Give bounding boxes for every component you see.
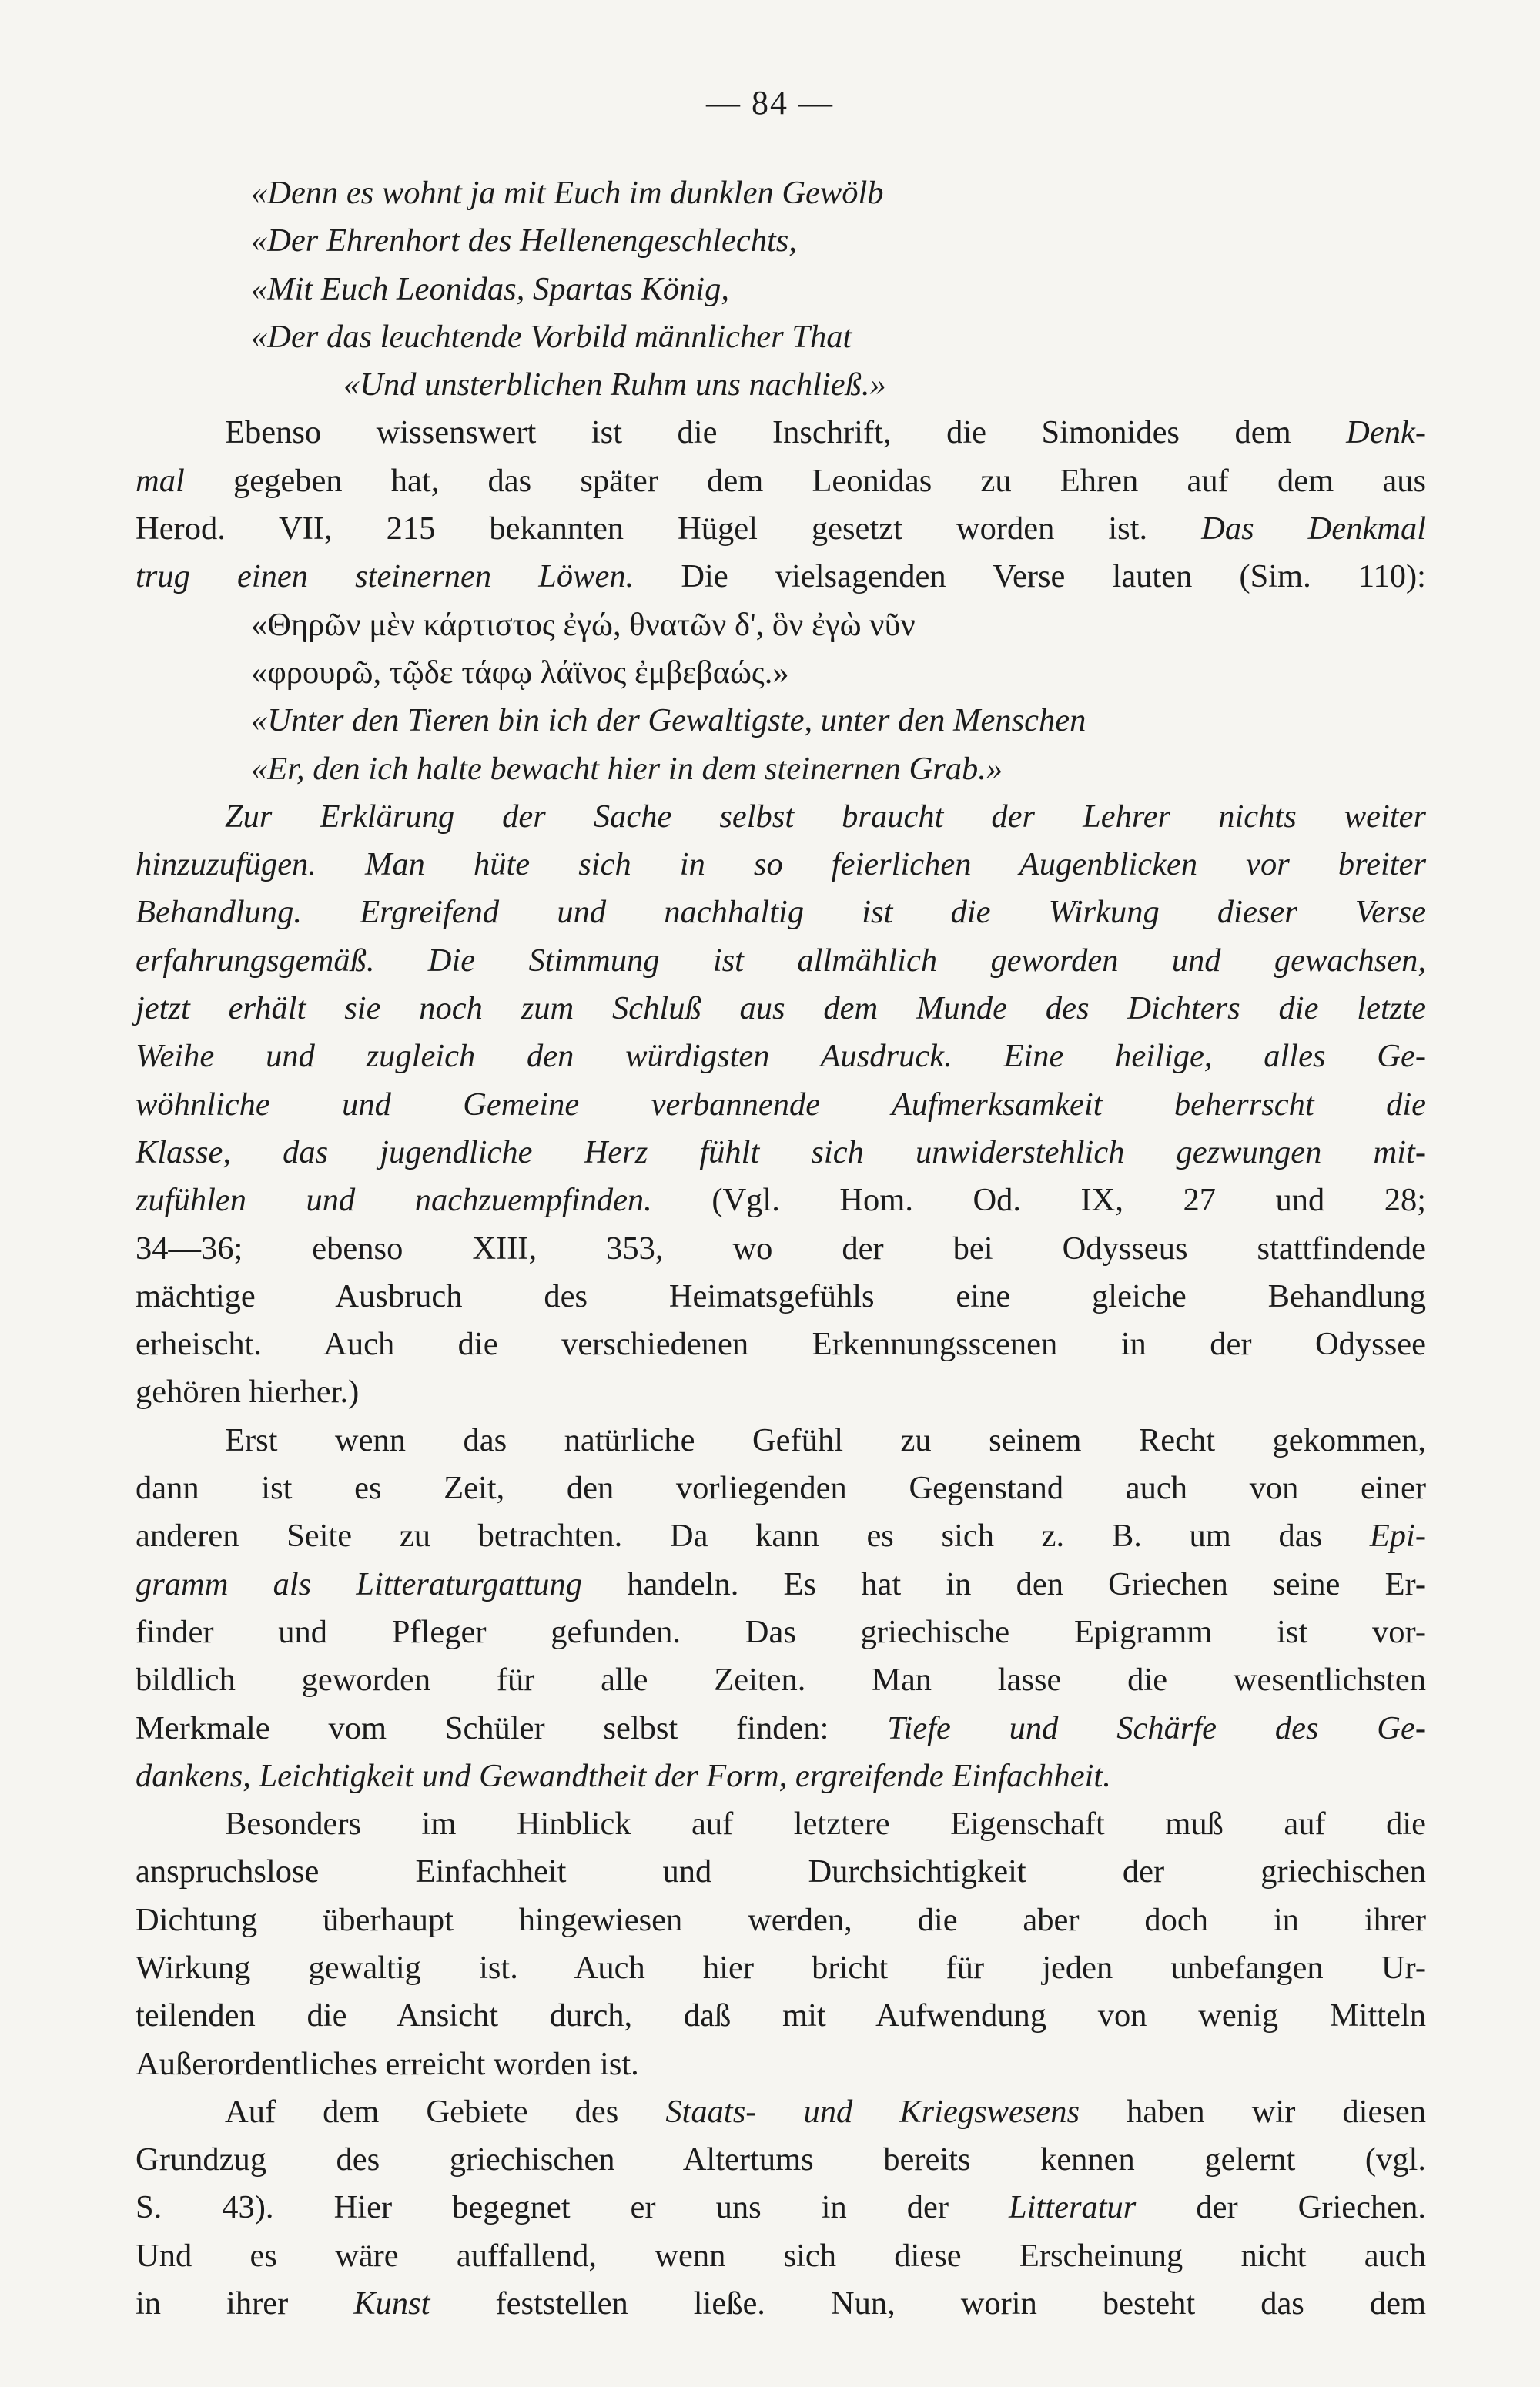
- text-line: Und es wäre auffallend, wenn sich diese Erscheinung nicht auch: [136, 2237, 1426, 2274]
- text-line: dann ist es Zeit, den vorliegenden Gegenstand auch von einer: [136, 1470, 1426, 1507]
- text-line: Behandlung. Ergreifend und nachhaltig ist die Wirkung dieser Verse: [136, 894, 1426, 931]
- text-line: Zur Erklärung der Sache selbst braucht der Lehrer nichts weiter: [225, 798, 1426, 835]
- text-line: Außerordentliches erreicht worden ist.: [136, 2045, 639, 2082]
- verse-line: «Er, den ich halte bewacht hier in dem steinernen Grab.»: [251, 750, 1003, 787]
- text-line: Auf dem Gebiete des Staats- und Kriegswesens haben wir diesen: [225, 2093, 1426, 2130]
- text-line: wöhnliche und Gemeine verbannende Aufmerksamkeit beherrscht die: [136, 1086, 1426, 1123]
- verse-line: «Und unsterblichen Ruhm uns nachließ.»: [343, 367, 886, 403]
- text-line: in ihrer Kunst feststellen ließe. Nun, worin besteht das dem: [136, 2285, 1426, 2322]
- text-line: erheischt. Auch die verschiedenen Erkennungsscenen in der Odyssee: [136, 1326, 1426, 1363]
- paragraph-simplicity: [136, 1800, 1426, 2088]
- paragraph-epigram: [136, 1417, 1426, 1800]
- paragraph-inscription: [136, 409, 1426, 601]
- verse-line: «Der Ehrenhort des Hellenengeschlechts,: [251, 223, 797, 259]
- text-line: erfahrungsgemäß. Die Stimmung ist allmählich geworden und gewachsen,: [136, 942, 1426, 979]
- text-line: anderen Seite zu betrachten. Da kann es sich z. B. um das Epi-: [136, 1518, 1427, 1555]
- text-line: finder und Pfleger gefunden. Das griechische Epigramm ist vor-: [136, 1613, 1426, 1650]
- verse-line: «Unter den Tieren bin ich der Gewaltigste, unter den Menschen: [251, 702, 1086, 739]
- page-number: — 84 —: [706, 84, 834, 122]
- text-line: Weihe und zugleich den würdigsten Ausdruck. Eine heilige, alles Ge-: [136, 1038, 1426, 1075]
- text-line: zufühlen und nachzuempfinden. (Vgl. Hom. Od. IX, 27 und 28;: [136, 1182, 1426, 1219]
- verse-line: «Θηρῶν μὲν κάρτιστος ἐγώ, θνατῶν δ', ὃν ἐγὼ νῦν: [251, 606, 916, 643]
- text-line: anspruchslose Einfachheit und Durchsichtigkeit der griechischen: [136, 1853, 1426, 1890]
- text-line: Wirkung gewaltig ist. Auch hier bricht für jeden unbefangen Ur-: [136, 1949, 1426, 1986]
- verse-line: «Der das leuchtende Vorbild männlicher That: [251, 318, 852, 355]
- text-line: Grundzug des griechischen Altertums bereits kennen gelernt (vgl.: [136, 2141, 1426, 2178]
- paragraph-explanation: [136, 793, 1426, 1417]
- text-line: Merkmale vom Schüler selbst finden: Tiefe und Schärfe des Ge-: [136, 1709, 1426, 1746]
- text-line: gehören hierher.): [136, 1374, 360, 1411]
- text-line: teilenden die Ansicht durch, daß mit Aufwendung von wenig Mitteln: [136, 1997, 1426, 2034]
- text-line: bildlich geworden für alle Zeiten. Man lasse die wesentlichsten: [136, 1662, 1426, 1699]
- text-line: dankens, Leichtigkeit und Gewandtheit der Form, ergreifende Einfachheit.: [136, 1757, 1111, 1794]
- text-line: jetzt erhält sie noch zum Schluß aus dem Munde des Dichters die letzte: [136, 990, 1426, 1027]
- text-line: Dichtung überhaupt hingewiesen werden, die aber doch in ihrer: [136, 1901, 1426, 1938]
- text-line: Klasse, das jugendliche Herz fühlt sich unwiderstehlich gezwungen mit-: [136, 1133, 1426, 1170]
- text-line: S. 43). Hier begegnet er uns in der Litteratur der Griechen.: [136, 2189, 1427, 2226]
- verse-line: «Denn es wohnt ja mit Euch im dunklen Gewölb: [251, 175, 884, 211]
- text-line: mächtige Ausbruch des Heimatsgefühls eine gleiche Behandlung: [136, 1277, 1426, 1314]
- text-line: trug einen steinernen Löwen. Die vielsagenden Verse lauten (Sim. 110):: [136, 558, 1426, 595]
- body-text: [136, 169, 1426, 2328]
- text-line: mal gegeben hat, das später dem Leonidas zu Ehren auf dem aus: [136, 462, 1427, 499]
- text-line: Herod. VII, 215 bekannten Hügel gesetzt worden ist. Das Denkmal: [136, 511, 1427, 547]
- text-line: Besonders im Hinblick auf letztere Eigenschaft muß auf die: [225, 1806, 1426, 1843]
- verse-line: «Mit Euch Leonidas, Spartas König,: [251, 270, 729, 307]
- greek-verse: [136, 601, 1426, 698]
- text-line: Erst wenn das natürliche Gefühl zu seinem Recht gekommen,: [225, 1421, 1426, 1458]
- text-line: gramm als Litteraturgattung handeln. Es hat in den Griechen seine Er-: [136, 1565, 1426, 1602]
- paragraph-art: [136, 2088, 1426, 2328]
- translation-verse: [136, 697, 1426, 793]
- german-verse: [136, 169, 1426, 409]
- text-line: Ebenso wissenswert ist die Inschrift, die Simonides dem Denk-: [225, 414, 1426, 451]
- verse-line: «φρουρῶ, τῷδε τάφῳ λάϊνος ἐμβεβαώς.»: [251, 654, 789, 691]
- text-line: 34—36; ebenso XIII, 353, wo der bei Odysseus stattfindende: [136, 1230, 1426, 1267]
- text-line: hinzuzufügen. Man hüte sich in so feierlichen Augenblicken vor breiter: [136, 846, 1426, 883]
